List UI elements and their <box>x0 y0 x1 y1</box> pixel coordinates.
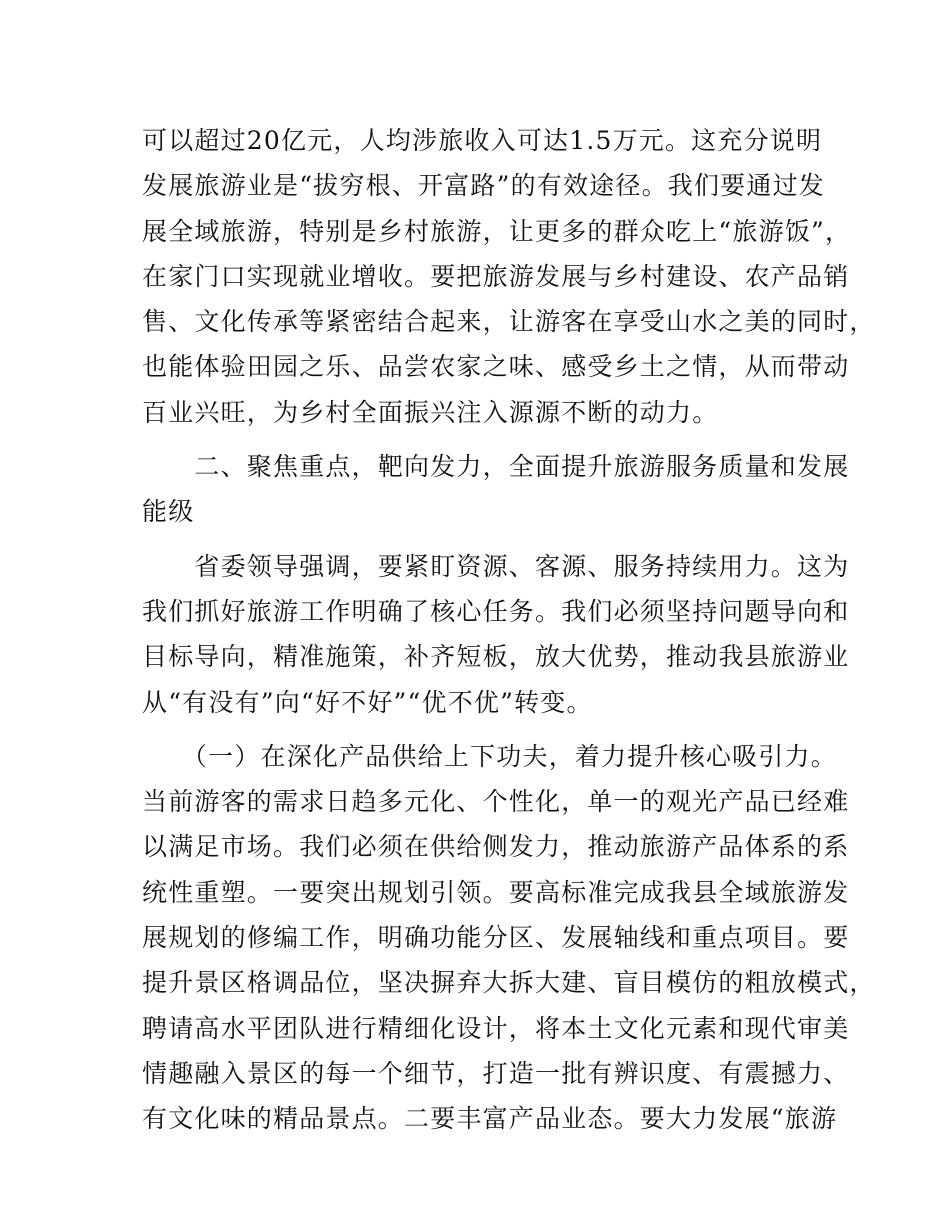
text-line: 从“有没有”向“好不好”“优不优”转变。 <box>142 687 593 717</box>
text-line: （一）在深化产品供给上下功夫，着力提升核心吸引力。 <box>142 741 837 771</box>
section-heading <box>142 444 850 535</box>
text-line: 二、聚焦重点，靶向发力，全面提升旅游服务质量和发展 <box>142 452 850 482</box>
text-line: 能级 <box>142 497 195 527</box>
text-line: 在家门口实现就业增收。要把旅游发展与乡村建设、农产品销 <box>142 261 850 291</box>
text-line: 统性重塑。一要突出规划引领。要高标准完成我县全域旅游发 <box>142 877 850 907</box>
text-line: 展规划的修编工作，明确功能分区、发展轴线和重点项目。要 <box>142 923 850 953</box>
text-line: 提升景区格调品位，坚决摒弃大拆大建、盲目模仿的粗放模式， <box>142 968 876 998</box>
text-line: 售、文化传承等紧密结合起来，让游客在享受山水之美的同时， <box>142 307 876 337</box>
paragraph-1 <box>142 118 876 435</box>
text-line: 也能体验田园之乐、品尝农家之味、感受乡土之情，从而带动 <box>142 352 850 382</box>
text-line: 以满足市场。我们必须在供给侧发力，推动旅游产品体系的系 <box>142 832 850 862</box>
text-line: 发展旅游业是“拔穷根、开富路”的有效途径。我们要通过发 <box>142 171 825 201</box>
document-page <box>142 118 876 1142</box>
text-line: 展全域旅游，特别是乡村旅游，让更多的群众吃上“旅游饭”， <box>142 216 852 246</box>
text-line: 省委领导强调，要紧盯资源、客源、服务持续用力。这为 <box>142 551 850 581</box>
text-line: 我们抓好旅游工作明确了核心任务。我们必须坚持问题导向和 <box>142 596 850 626</box>
text-line: 目标导向，精准施策，补齐短板，放大优势，推动我县旅游业 <box>142 642 850 672</box>
paragraph-3 <box>142 544 850 725</box>
text-line: 当前游客的需求日趋多元化、个性化，单一的观光产品已经难 <box>142 787 850 817</box>
text-line: 可以超过20亿元，人均涉旅收入可达1.5万元。这充分说明 <box>142 126 823 155</box>
text-line: 有文化味的精品景点。二要丰富产品业态。要大力发展“旅游 <box>142 1104 838 1134</box>
text-line: 百业兴旺，为乡村全面振兴注入源源不断的动力。 <box>142 397 719 427</box>
text-line: 情趣融入景区的每一个细节，打造一批有辨识度、有震撼力、 <box>142 1058 850 1088</box>
paragraph-4 <box>142 734 876 1142</box>
text-line: 聘请高水平团队进行精细化设计，将本土文化元素和现代审美 <box>142 1013 850 1043</box>
